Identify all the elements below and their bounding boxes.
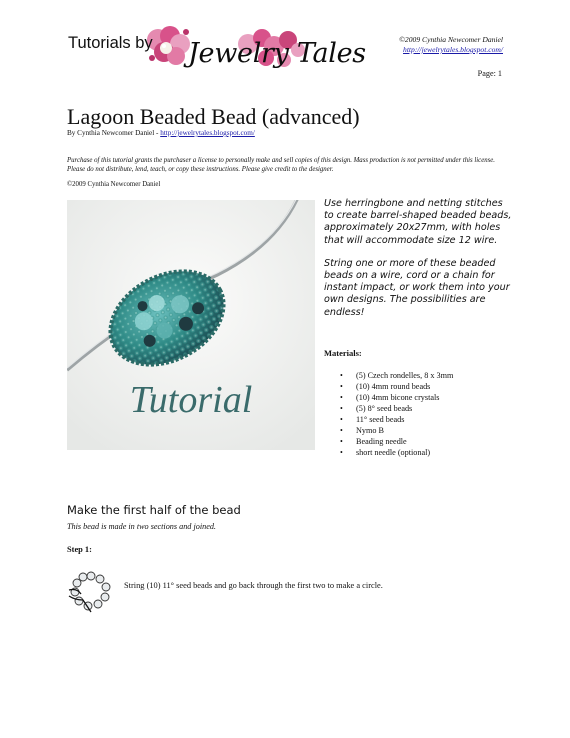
bead-circle-diagram xyxy=(67,570,115,614)
brand-logo xyxy=(68,22,366,84)
license-notice: Purchase of this tutorial grants the purchaser a license to personally make and sell copies of this design. Mass production is not permitted under this license. Please do not distribute, lend, teach, or copy these instructions. Please give credit to the designer. xyxy=(67,157,495,173)
intro-paragraph-2: String one or more of these beaded beads on a wire, cord or a chain for instant impact, or work them into your own designs. The possibilities are endless! xyxy=(324,257,510,318)
photo-caption: Tutorial xyxy=(129,379,253,421)
materials-heading: Materials: xyxy=(324,348,362,358)
materials-item: • (5) Czech rondelles, 8 x 3mm xyxy=(340,370,453,381)
step-1-text: String (10) 11° seed beads and go back through the first two to make a circle. xyxy=(124,581,383,590)
materials-item: • (10) 4mm round beads xyxy=(340,381,453,392)
header-copyright-text: ©2009 Cynthia Newcomer Daniel xyxy=(399,35,503,44)
materials-item: • short needle (optional) xyxy=(340,447,453,458)
beaded-bead-illustration xyxy=(67,200,315,450)
materials-item: • (5) 8° seed beads xyxy=(340,403,453,414)
copyright-line: ©2009 Cynthia Newcomer Daniel xyxy=(67,181,161,188)
section-note: This bead is made in two sections and joined. xyxy=(67,522,216,531)
document-title: Lagoon Beaded Bead (advanced) xyxy=(67,104,360,129)
intro-text xyxy=(324,198,514,330)
byline xyxy=(67,129,255,137)
header-website-link[interactable]: http://jewelrytales.blogspot.com/ xyxy=(403,45,503,54)
header-copyright xyxy=(399,35,503,55)
materials-item: • 11° seed beads xyxy=(340,414,453,425)
materials-item: • (10) 4mm bicone crystals xyxy=(340,392,453,403)
page-number: Page: 1 xyxy=(477,69,502,78)
materials-item: • Beading needle xyxy=(340,436,453,447)
intro-paragraph-1: Use herringbone and netting stitches to create barrel-shaped beaded beads, approximately 20x27mm, with holes that will accommodate size 12 wire. xyxy=(324,198,512,246)
byline-link[interactable]: http://jewelrytales.blogspot.com/ xyxy=(160,129,255,137)
materials-item: • Nymo B xyxy=(340,425,453,436)
logo-tutorials-text: Tutorials by xyxy=(68,34,153,52)
logo-jewelry-tales-text: Jewelry Tales xyxy=(188,38,366,69)
byline-author: By Cynthia Newcomer Daniel - xyxy=(67,129,161,137)
bead-photo xyxy=(67,200,315,450)
materials-list xyxy=(340,370,453,458)
section-heading: Make the first half of the bead xyxy=(67,503,241,517)
step-label: Step 1: xyxy=(67,545,92,554)
